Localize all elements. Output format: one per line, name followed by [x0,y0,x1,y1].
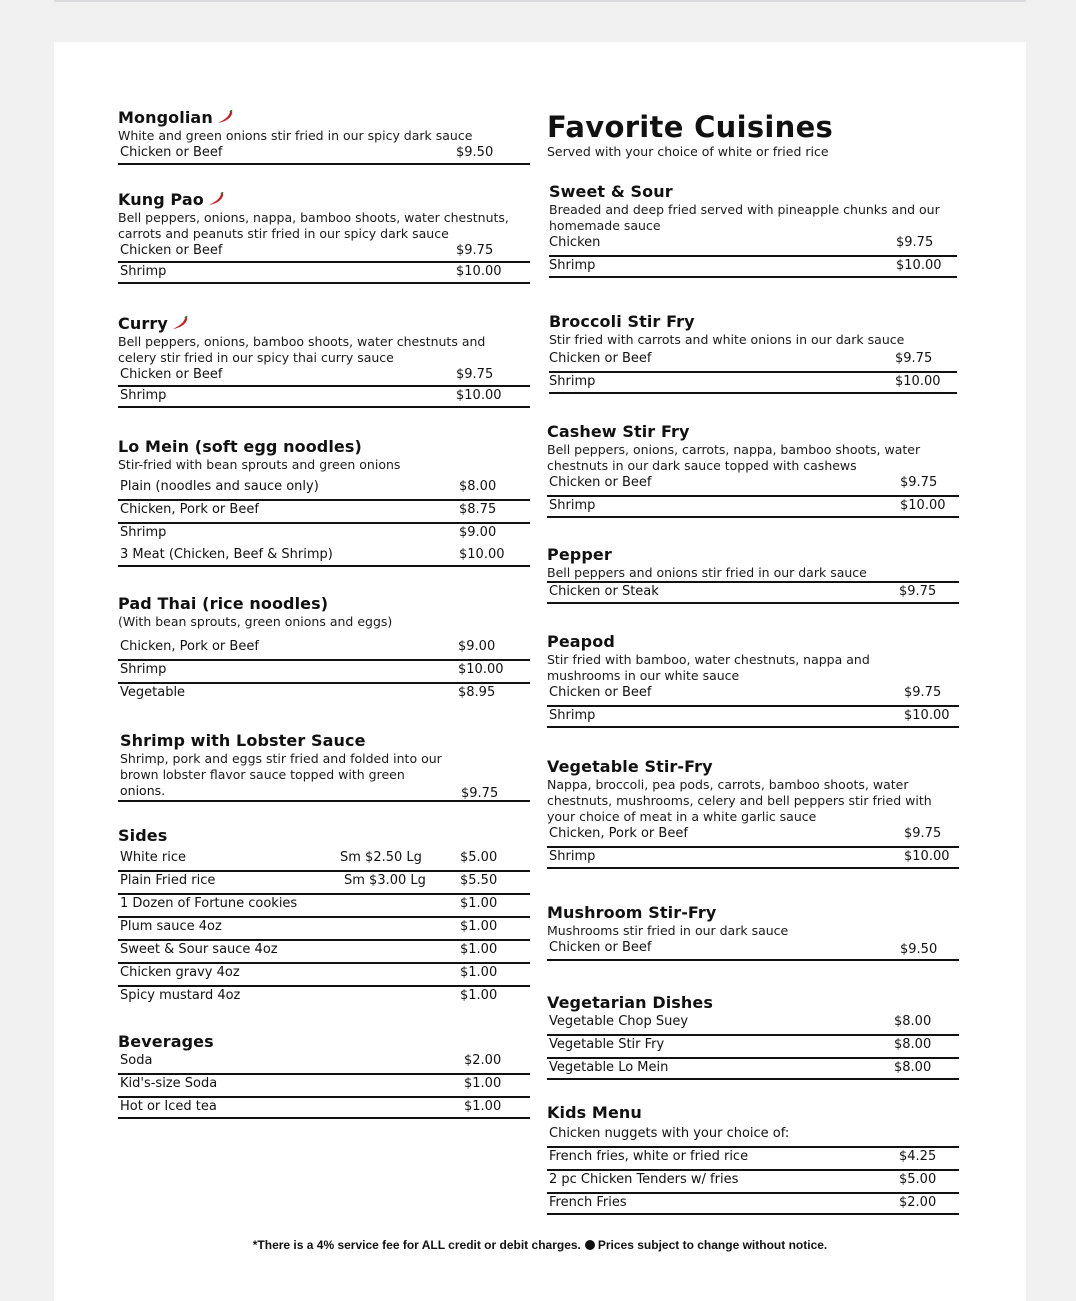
section-title: Vegetarian Dishes [547,993,713,1012]
price-row: Chicken $9.75 [549,234,957,257]
price-row: Plain Fried rice Sm $3.00 Lg $5.50 [118,872,530,895]
section-description: Breaded and deep fried served with pineapple chunks and our homemade sauce [549,202,940,233]
price-row: Chicken or Beef $9.50 [547,939,959,961]
chili-pepper-icon [171,316,189,330]
price-row: Spicy mustard 4oz $1.00 [120,988,498,1003]
section-sides [118,826,530,1008]
section-peapod [547,632,959,728]
price-row: Plum sauce 4oz $1.00 [118,918,530,941]
section-description: Nappa, broccoli, pea pods, carrots, bamboo shoots, water chestnuts, mushrooms, celery and bell peppers stir fried with your choice of meat in a white garlic sauce [547,777,932,824]
section-favorite-cuisines [547,110,959,160]
price-row: Shrimp $10.00 [547,707,959,728]
section-title: Mushroom Stir-Fry [547,903,717,922]
chili-pepper-icon [216,110,234,124]
section-broccoli-stir-fry [549,312,957,394]
price-row: 2 pc Chicken Tenders w/ fries $5.00 [547,1171,959,1194]
price-row: Chicken, Pork or Beef $9.00 [118,638,530,661]
bullet-icon [585,1240,595,1250]
section-lo-mein [118,437,530,567]
section-title: Cashew Stir Fry [547,422,690,441]
price-row: 3 Meat (Chicken, Beef & Shrimp) $10.00 [118,546,530,567]
price-row: Chicken or Beef $9.75 [547,474,959,497]
section-title: Sweet & Sour [549,182,673,201]
section-pepper [547,545,959,604]
section-title: Broccoli Stir Fry [549,312,695,331]
section-mongolian [118,108,530,165]
section-kids-menu [547,1103,959,1215]
section-title: Kids Menu [547,1103,642,1122]
chili-pepper-icon [207,192,225,206]
price-row: Vegetable Lo Mein $8.00 [547,1059,959,1080]
section-description: Mushrooms stir fried in our dark sauce [547,923,789,938]
section-description-line: Shrimp, pork and eggs stir fried and folded into our [120,751,442,766]
price-row: Shrimp $10.00 [118,661,530,684]
price-row: Shrimp $10.00 [547,848,959,869]
price-row: Chicken nuggets with your choice of: [547,1125,959,1148]
price-row: 1 Dozen of Fortune cookies $1.00 [118,895,530,918]
price-row: Chicken or Beef $9.75 [549,350,957,373]
price-change-note: Prices subject to change without notice. [597,1238,828,1252]
price-row: Shrimp $10.00 [118,263,530,284]
price-row: Vegetable Chop Suey $8.00 [547,1013,959,1036]
price-row: Shrimp $10.00 [118,387,530,408]
section-curry [118,314,530,408]
page-subtitle: Served with your choice of white or fried rice [547,144,829,159]
price-row: Kid's-size Soda $1.00 [118,1075,530,1098]
price-row: Chicken or Beef $9.75 [118,242,530,263]
price-row: French Fries $2.00 [547,1194,959,1215]
section-description: (With bean sprouts, green onions and eggs) [118,614,393,629]
section-title: Curry [118,314,530,334]
page-title: Favorite Cuisines [547,110,834,144]
price-row: Chicken or Beef $9.75 [118,366,530,387]
section-title: Peapod [547,632,615,651]
section-beverages [118,1032,530,1119]
section-title: Sides [118,826,168,845]
price-row: French fries, white or fried rice $4.25 [547,1148,959,1171]
price-row: White rice Sm $2.50 Lg $5.00 [118,849,530,872]
price-row: onions. $9.75 [118,783,530,802]
section-kung-pao [118,190,530,284]
section-description: White and green onions stir fried in our spicy dark sauce [118,128,473,143]
section-description: Bell peppers, onions, nappa, bamboo shoots, water chestnuts, carrots and peanuts stir fried in our spicy dark sauce [118,210,509,241]
section-cashew-stir-fry [547,422,959,518]
section-description: Bell peppers, onions, bamboo shoots, water chestnuts and celery stir fried in our spicy thai curry sauce [118,334,486,365]
section-vegetable-stir-fry [547,757,959,869]
section-title: Kung Pao [118,190,530,210]
price-row: Chicken, Pork or Beef $8.75 [118,501,530,524]
section-title: Mongolian [118,108,530,128]
menu-page [54,42,1026,1301]
service-fee-note: *There is a 4% service fee for ALL credit or debit charges. [252,1238,581,1252]
section-pad-thai [118,594,530,705]
section-title: Beverages [118,1032,214,1051]
section-shrimp-lobster [118,731,530,802]
price-row: Vegetable $8.95 [120,685,496,700]
section-vegetarian-dishes [547,993,959,1080]
section-title: Pad Thai (rice noodles) [118,594,329,613]
section-description: Bell peppers and onions stir fried in our dark sauce [547,565,959,583]
footer-note [54,1238,1026,1252]
price-row: Chicken gravy 4oz $1.00 [118,964,530,987]
price-row: Chicken or Beef $9.50 [118,144,530,165]
top-scroll-edge [54,0,1026,2]
price-row: Shrimp $10.00 [549,257,957,278]
section-description: Stir fried with bamboo, water chestnuts, nappa and mushrooms in our white sauce [547,652,870,683]
price-row: Sweet & Sour sauce 4oz $1.00 [118,941,530,964]
section-description-line: brown lobster flavor sauce topped with green [120,767,405,782]
price-row: Soda $2.00 [118,1052,530,1075]
section-mushroom-stir-fry [547,903,959,961]
price-row: Chicken or Steak $9.75 [547,583,959,604]
section-title: Lo Mein (soft egg noodles) [118,437,362,456]
section-sweet-sour [549,182,957,278]
section-description: Stir fried with carrots and white onions in our dark sauce [549,332,905,347]
price-row: Plain (noodles and sauce only) $8.00 [118,478,530,501]
section-title: Shrimp with Lobster Sauce [120,731,366,750]
price-row: Shrimp $9.00 [120,525,497,540]
section-title: Pepper [547,545,612,564]
price-row: Hot or Iced tea $1.00 [118,1098,530,1119]
price-row: Chicken, Pork or Beef $9.75 [547,825,959,848]
price-row: Shrimp $10.00 [549,373,957,394]
price-row: Chicken or Beef $9.75 [547,684,959,707]
section-title: Vegetable Stir-Fry [547,757,713,776]
section-description: Stir-fried with bean sprouts and green onions [118,457,401,472]
price-row: Shrimp $10.00 [547,497,959,518]
price-row: Vegetable Stir Fry $8.00 [547,1036,959,1059]
section-description: Bell peppers, onions, carrots, nappa, bamboo shoots, water chestnuts in our dark sauce topped with cashews [547,442,921,473]
